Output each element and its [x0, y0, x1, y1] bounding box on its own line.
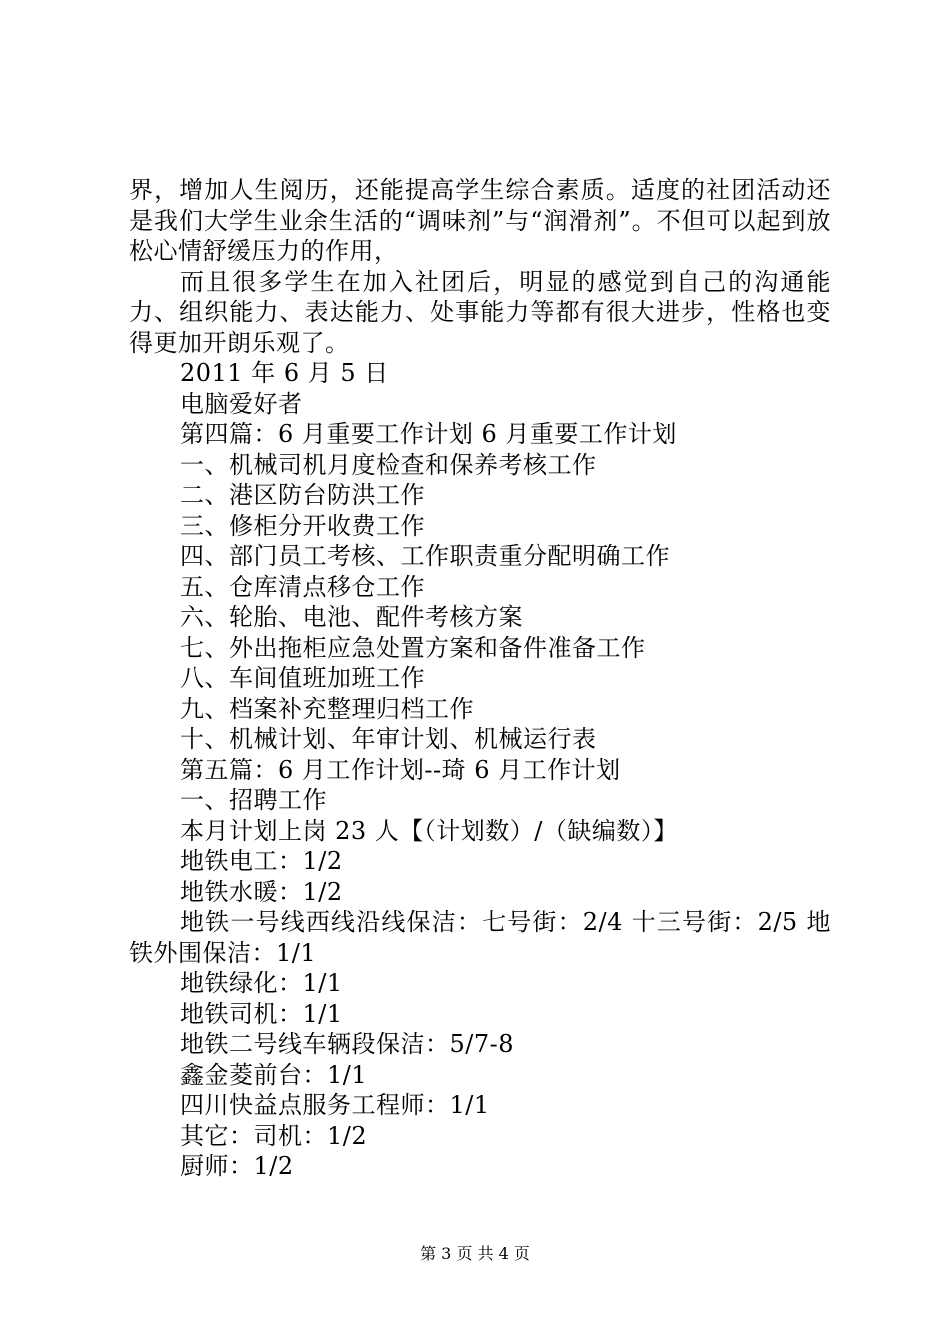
- list-item: 六、轮胎、电池、配件考核方案: [180, 603, 523, 631]
- document-body: [129, 175, 831, 1182]
- list-item: 五、仓库清点移仓工作: [180, 572, 425, 601]
- position-line: 其它：司机：1/2: [180, 1121, 368, 1150]
- position-line: 鑫金菱前台：1/1: [180, 1060, 368, 1089]
- section-heading-4: 第四篇：6 月重要工作计划 6 月重要工作计划: [180, 420, 677, 448]
- position-line: 地铁二号线车辆段保洁：5/7-8: [180, 1030, 515, 1058]
- position-line: 四川快益点服务工程师：1/1: [180, 1091, 490, 1119]
- position-line: 地铁司机：1/1: [180, 999, 343, 1028]
- body-paragraph-1: 界，增加人生阅历，还能提高学生综合素质。适度的社团活动还是我们大学生业余生活的“调味剂”与“润滑剂”。不但可以起到放松心情舒缓压力的作用，: [129, 176, 831, 265]
- list-item: 八、车间值班加班工作: [180, 664, 425, 692]
- position-line: 地铁电工：1/2: [180, 847, 343, 875]
- list-item: 十、机械计划、年审计划、机械运行表: [180, 725, 597, 753]
- list-item: 二、港区防台防洪工作: [180, 481, 425, 509]
- author-line: 电脑爱好者: [180, 389, 303, 418]
- body-paragraph-2: 而且很多学生在加入社团后，明显的感觉到自己的沟通能力、组织能力、表达能力、处事能力等都有很大进步，性格也变得更加开朗乐观了。: [129, 267, 831, 357]
- position-line: 厨师：1/2: [180, 1152, 294, 1180]
- position-paragraph: 地铁一号线西线沿线保洁：七号街：2/4 十三号街：2/5 地铁外围保洁：1/1: [129, 908, 831, 967]
- list-item: 三、修柜分开收费工作: [180, 511, 425, 540]
- position-line: 地铁绿化：1/1: [180, 969, 343, 997]
- position-line: 地铁水暖：1/2: [180, 877, 343, 906]
- list-item: 九、档案补充整理归档工作: [180, 694, 474, 723]
- subsection-heading: 一、招聘工作: [180, 786, 327, 814]
- section-heading-5: 第五篇：6 月工作计划--琦 6 月工作计划: [180, 755, 621, 784]
- plan-summary: 本月计划上岗 23 人【（计划数）/（缺编数）】: [180, 816, 678, 845]
- list-item: 四、部门员工考核、工作职责重分配明确工作: [180, 542, 670, 570]
- date-line: 2011 年 6 月 5 日: [180, 359, 389, 387]
- list-item: 七、外出拖柜应急处置方案和备件准备工作: [180, 633, 646, 662]
- page-footer: 第 3 页 共 4 页: [420, 1244, 530, 1263]
- list-item: 一、机械司机月度检查和保养考核工作: [180, 450, 597, 479]
